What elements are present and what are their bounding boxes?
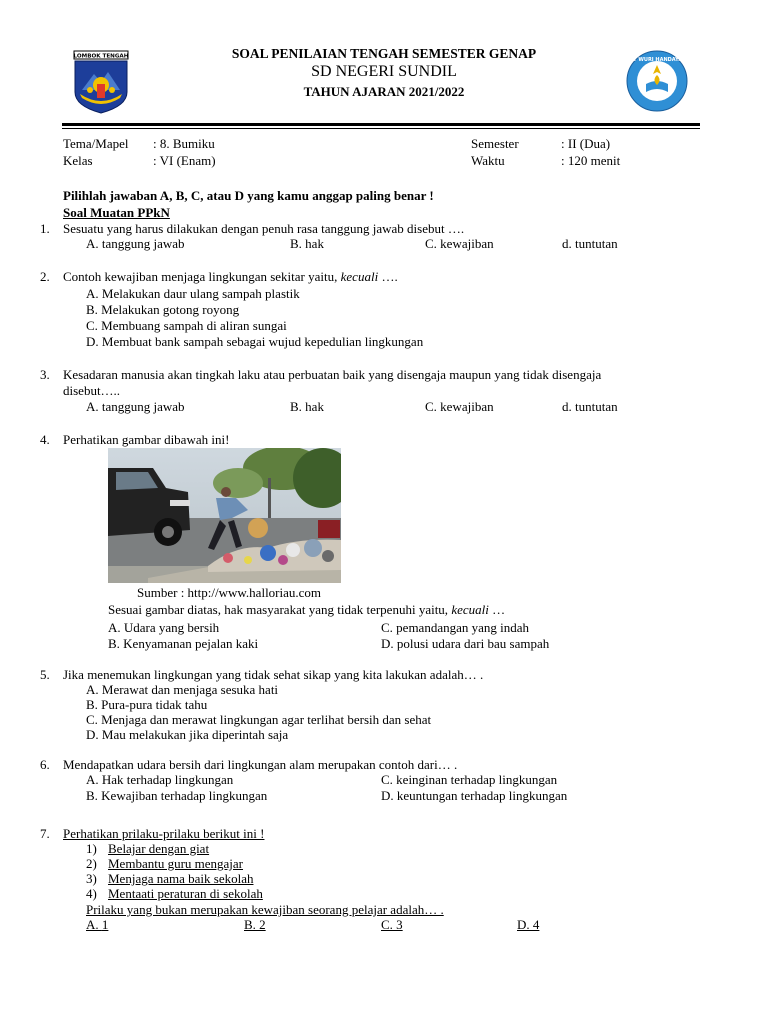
q5-number: 5. (40, 667, 50, 682)
q4-number: 4. (40, 432, 50, 447)
q4-text: Perhatikan gambar dibawah ini! (63, 432, 230, 447)
q7-item-3-number: 3) (86, 871, 97, 886)
q1-number: 1. (40, 221, 50, 236)
q6-option-a: A. Hak terhadap lingkungan (86, 772, 234, 787)
logo-label: LOMBOK TENGAH (73, 53, 129, 60)
q7-option-b: B. 2 (244, 917, 266, 932)
q7-text: Perhatikan prilaku-prilaku berikut ini ! (63, 826, 265, 841)
q2-option-c: C. Membuang sampah di aliran sungai (86, 318, 287, 333)
q7-item-4: Mentaati peraturan di sekolah (108, 886, 263, 901)
garbage-street-photo (108, 448, 341, 583)
semester-label: Semester (471, 136, 519, 151)
q7-item-2: Membantu guru mengajar (108, 856, 244, 871)
logo-label: TUT WURI HANDAYANI (626, 57, 688, 63)
kelas-value: : VI (Enam) (153, 153, 216, 168)
q3-text-line2: disebut….. (63, 383, 121, 398)
q7-item-4-number: 4) (86, 886, 97, 901)
exam-title: SOAL PENILAIAN TENGAH SEMESTER GENAP (231, 46, 537, 61)
tema-label: Tema/Mapel (63, 136, 129, 151)
q6-option-c: C. keinginan terhadap lingkungan (381, 772, 558, 787)
q6-text: Mendapatkan udara bersih dari lingkungan alam merupakan contoh dari… . (63, 757, 458, 772)
header-rule-thick (62, 123, 700, 126)
q7-option-a: A. 1 (86, 917, 109, 932)
tema-value: : 8. Bumiku (153, 136, 215, 151)
q6-number: 6. (40, 757, 50, 772)
q2-number: 2. (40, 269, 50, 284)
academic-year: TAHUN AJARAN 2021/2022 (303, 84, 465, 99)
q6-option-b: B. Kewajiban terhadap lingkungan (86, 788, 268, 803)
q2-option-a: A. Melakukan daur ulang sampah plastik (86, 286, 300, 301)
q4-emphasis: kecuali (451, 602, 489, 617)
instruction: Pilihlah jawaban A, B, C, atau D yang kamu anggap paling benar ! (63, 188, 434, 203)
section-title: Soal Muatan PPkN (63, 205, 170, 220)
q4-option-c: C. pemandangan yang indah (381, 620, 530, 635)
q4-option-a: A. Udara yang bersih (108, 620, 220, 635)
q1-option-d: d. tuntutan (562, 236, 618, 251)
school-name: SD NEGERI SUNDIL (311, 63, 457, 80)
q5-option-a: A. Merawat dan menjaga sesuka hati (86, 682, 279, 697)
q2-option-d: D. Membuat bank sampah sebagai wujud kepedulian lingkungan (86, 334, 424, 349)
q7-item-2-number: 2) (86, 856, 97, 871)
q1-option-b: B. hak (290, 236, 324, 251)
q3-option-c: C. kewajiban (425, 399, 494, 414)
q6-option-d: D. keuntungan terhadap lingkungan (381, 788, 568, 803)
q7-number: 7. (40, 826, 50, 841)
q7-question: Prilaku yang bukan merupakan kewajiban seorang pelajar adalah… . (86, 902, 444, 917)
q7-option-c: C. 3 (381, 917, 403, 932)
waktu-value: : 120 menit (561, 153, 621, 168)
q3-option-d: d. tuntutan (562, 399, 618, 414)
q1-text: Sesuatu yang harus dilakukan dengan penuh rasa tanggung jawab disebut …. (63, 221, 465, 236)
q1-option-c: C. kewajiban (425, 236, 494, 251)
header-rule-thin (62, 128, 700, 129)
q5-option-b: B. Pura-pura tidak tahu (86, 697, 208, 712)
q3-option-b: B. hak (290, 399, 324, 414)
q4-question: Sesuai gambar diatas, hak masyarakat yang tidak terpenuhi yaitu, kecuali … (108, 602, 506, 617)
q7-item-1: Belajar dengan giat (108, 841, 210, 856)
q5-text: Jika menemukan lingkungan yang tidak sehat sikap yang kita lakukan adalah… . (63, 667, 484, 682)
semester-value: : II (Dua) (561, 136, 611, 151)
q7-item-1-number: 1) (86, 841, 97, 856)
q7-item-3: Menjaga nama baik sekolah (108, 871, 254, 886)
q1-option-a: A. tanggung jawab (86, 236, 185, 251)
q7-option-d: D. 4 (517, 917, 540, 932)
q4-option-b: B. Kenyamanan pejalan kaki (108, 636, 259, 651)
q3-text-line1: Kesadaran manusia akan tingkah laku atau perbuatan baik yang disengaja maupun yang tidak disengaja (63, 367, 602, 382)
q3-option-a: A. tanggung jawab (86, 399, 185, 414)
q5-option-c: C. Menjaga dan merawat lingkungan agar terlihat bersih dan sehat (86, 712, 432, 727)
kelas-label: Kelas (63, 153, 93, 168)
q2-option-b: B. Melakukan gotong royong (86, 302, 240, 317)
waktu-label: Waktu (471, 153, 505, 168)
q5-option-d: D. Mau melakukan jika diperintah saja (86, 727, 289, 742)
q3-number: 3. (40, 367, 50, 382)
photo-source: Sumber : http://www.halloriau.com (137, 585, 322, 600)
q4-option-d: D. polusi udara dari bau sampah (381, 636, 550, 651)
q2-emphasis: kecuali (340, 269, 379, 284)
q2-text: Contoh kewajiban menjaga lingkungan sekitar yaitu, kecuali …. (63, 269, 398, 284)
